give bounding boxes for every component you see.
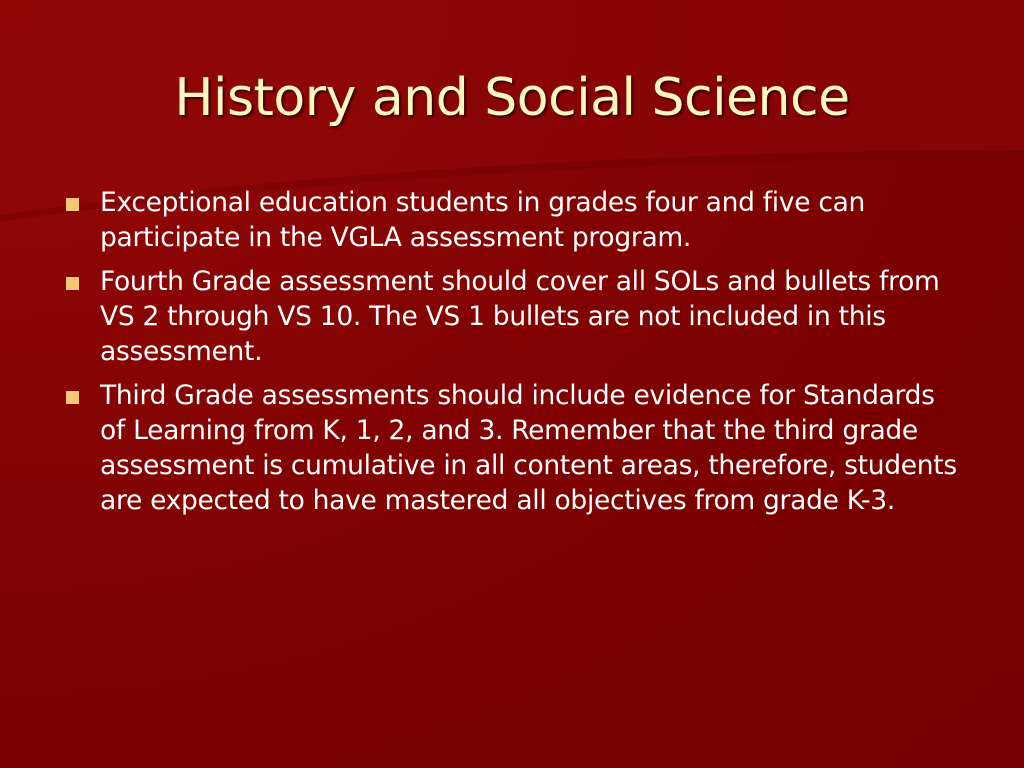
slide-title: History and Social Science: [174, 68, 850, 128]
bullet-item: [62, 264, 962, 369]
square-bullet-icon: [66, 391, 79, 404]
square-bullet-icon: [66, 198, 79, 211]
bullet-item: [62, 378, 962, 518]
bullet-text: Fourth Grade assessment should cover all SOLs and bullets from VS 2 through VS 10. The VS 1 bullets are not included in this assessment.: [100, 266, 940, 367]
bullet-item: [62, 185, 962, 255]
bullet-text: Exceptional education students in grades four and five can participate in the VGLA assessment program.: [100, 187, 866, 253]
bullet-list: [62, 185, 962, 527]
square-bullet-icon: [66, 277, 79, 290]
bullet-text: Third Grade assessments should include evidence for Standards of Learning from K, 1, 2, and 3. Remember that the third grade assessment is cumulative in all content areas, therefore, students are expected to have mastered all objectives from grade K-3.: [100, 380, 957, 516]
